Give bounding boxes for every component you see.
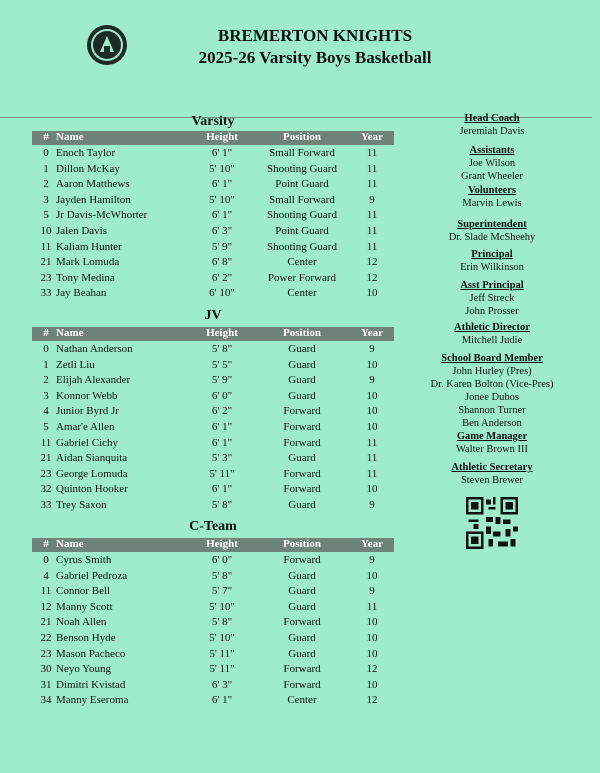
player-year: 11 (366, 147, 378, 159)
player-height: 5' 8" (211, 616, 233, 629)
table-row (32, 163, 394, 178)
col-height: Height (206, 327, 238, 339)
player-position: Forward (283, 554, 321, 566)
player-year: 9 (369, 343, 375, 355)
player-name: Jay Beahan (56, 287, 107, 300)
player-year: 9 (369, 554, 375, 566)
table-row (32, 437, 394, 452)
player-name: Mark Lomuda (56, 256, 120, 269)
player-height: 6' 1" (211, 209, 233, 222)
player-year: 11 (366, 240, 378, 253)
player-number: 3 (43, 389, 49, 402)
player-height: 6' 0" (211, 389, 233, 402)
staff-entry (426, 144, 558, 183)
table-row (32, 209, 394, 224)
table-row (32, 178, 394, 193)
staff-role: Asst Principal (460, 280, 524, 291)
player-position: Point Guard (275, 178, 329, 191)
player-name: Gabriel Pedroza (56, 569, 128, 582)
col-name: Name (56, 327, 84, 339)
staff-role: Principal (471, 249, 513, 260)
table-row (32, 147, 394, 162)
player-height: 5' 7" (211, 585, 233, 598)
player-year: 11 (366, 209, 378, 222)
player-number: 22 (40, 632, 52, 644)
table-row (32, 554, 394, 569)
player-position: Guard (288, 358, 316, 371)
col-num: # (43, 327, 49, 339)
table-row (32, 287, 394, 302)
player-name: Benson Hyde (56, 632, 116, 644)
player-position: Center (287, 256, 317, 269)
player-position: Center (287, 694, 317, 707)
player-height: 5' 11" (209, 663, 235, 676)
staff-name: Marvin Lewis (462, 198, 522, 209)
player-height: 5' 11" (209, 467, 235, 480)
page-subtitle: 2025-26 Varsity Boys Basketball (198, 48, 432, 67)
player-name: Connor Bell (56, 585, 111, 598)
player-height: 6' 1" (211, 147, 233, 159)
player-position: Forward (283, 405, 321, 418)
table-row (32, 632, 394, 647)
staff-name: Ben Anderson (462, 418, 522, 429)
player-position: Point Guard (275, 225, 329, 237)
player-number: 1 (43, 358, 49, 371)
col-height: Height (206, 538, 238, 550)
player-year: 12 (366, 663, 378, 676)
player-position: Guard (288, 647, 316, 660)
staff-name: Walter Brown III (455, 444, 529, 455)
player-year: 10 (366, 389, 378, 402)
player-position: Guard (288, 600, 316, 613)
player-number: 5 (43, 209, 49, 222)
player-number: 2 (43, 178, 49, 191)
section-title-varsity: Varsity (191, 114, 235, 129)
table-row (32, 390, 394, 405)
staff-role: Athletic Secretary (451, 462, 533, 473)
player-name: Junior Byrd Jr (56, 405, 119, 418)
table-row (32, 663, 394, 678)
player-name: Aaron Matthews (56, 178, 130, 191)
player-position: Shooting Guard (267, 209, 337, 222)
table-row (32, 421, 394, 436)
player-year: 10 (366, 287, 378, 300)
player-year: 10 (366, 678, 378, 691)
player-number: 32 (40, 483, 52, 496)
player-height: 6' 10" (209, 287, 235, 300)
col-position: Position (283, 131, 321, 143)
player-height: 6' 1" (211, 436, 233, 449)
player-name: Noah Allen (56, 616, 107, 629)
player-position: Guard (288, 452, 316, 465)
player-name: Gabriel Cichy (56, 436, 119, 449)
player-number: 11 (40, 436, 52, 449)
player-year: 10 (366, 405, 378, 418)
player-year: 10 (366, 569, 378, 582)
staff-name: Grant Wheeler (461, 171, 523, 182)
player-height: 5' 8" (211, 343, 233, 355)
player-name: Amar'e Allen (56, 421, 115, 433)
player-height: 5' 10" (209, 600, 235, 613)
player-height: 5' 10" (209, 162, 235, 175)
table-row (32, 343, 394, 358)
player-position: Forward (283, 678, 321, 691)
player-position: Guard (288, 569, 316, 582)
staff-role: Athletic Director (454, 322, 530, 333)
player-year: 10 (366, 358, 378, 371)
player-height: 5' 10" (209, 193, 235, 206)
player-name: Elijah Alexander (56, 374, 131, 387)
player-position: Small Forward (269, 147, 335, 159)
staff-name: John Prosser (465, 306, 519, 317)
player-year: 11 (366, 600, 378, 613)
player-height: 6' 1" (211, 483, 233, 496)
player-height: 6' 0" (211, 554, 233, 566)
player-name: Tony Medina (56, 271, 115, 284)
table-row (32, 570, 394, 585)
player-name: Trey Saxon (56, 499, 107, 511)
col-height: Height (206, 131, 238, 143)
player-height: 6' 8" (211, 256, 233, 269)
staff-role: Game Manager (456, 431, 528, 442)
player-year: 11 (366, 178, 378, 191)
player-position: Shooting Guard (267, 240, 337, 253)
player-position: Guard (288, 499, 316, 511)
player-number: 23 (40, 271, 52, 284)
player-height: 5' 3" (211, 452, 233, 465)
table-row (32, 616, 394, 631)
col-year: Year (361, 327, 383, 339)
staff-name: Dr. Slade McSheehy (448, 232, 536, 243)
table-row (32, 452, 394, 467)
staff-entry (426, 352, 558, 430)
player-name: Jr Davis-McWhorter (56, 209, 148, 222)
staff-name: Steven Brewer (460, 475, 524, 486)
player-height: 6' 3" (211, 678, 233, 691)
player-position: Guard (288, 374, 316, 387)
player-number: 2 (43, 374, 49, 387)
staff-entry (426, 218, 558, 244)
col-num: # (43, 538, 49, 550)
player-year: 9 (369, 374, 375, 387)
player-year: 12 (366, 694, 378, 707)
player-height: 6' 1" (211, 694, 233, 707)
player-position: Shooting Guard (267, 162, 337, 175)
player-position: Small Forward (269, 193, 335, 206)
staff-entry (426, 184, 558, 210)
player-name: Nathan Anderson (56, 343, 133, 355)
player-position: Guard (288, 585, 316, 598)
player-height: 5' 10" (209, 632, 235, 644)
player-name: George Lomuda (56, 467, 128, 480)
player-position: Guard (288, 343, 316, 355)
staff-name: Joe Wilson (468, 158, 516, 169)
table-row (32, 225, 394, 240)
staff-name: Erin Wilkinson (460, 262, 524, 273)
col-year: Year (361, 538, 383, 550)
staff-role: Head Coach (464, 113, 520, 124)
player-position: Forward (283, 421, 321, 433)
player-name: Jayden Hamilton (56, 193, 131, 206)
player-name: Enoch Taylor (56, 147, 116, 159)
player-number: 30 (40, 663, 52, 676)
table-row (32, 194, 394, 209)
staff-entry (426, 461, 558, 487)
staff-name: Jonee Dubos (465, 392, 519, 403)
player-number: 10 (40, 225, 52, 237)
player-height: 5' 8" (211, 569, 233, 582)
player-year: 10 (366, 616, 378, 629)
table-row (32, 648, 394, 663)
player-height: 6' 2" (211, 405, 233, 418)
school-seal-icon (86, 24, 128, 66)
player-name: Manny Eseroma (56, 694, 129, 707)
table-row (32, 499, 394, 514)
player-year: 9 (369, 585, 375, 598)
player-height: 5' 11" (209, 647, 235, 660)
col-name: Name (56, 538, 84, 550)
player-year: 12 (366, 271, 378, 284)
player-position: Guard (288, 632, 316, 644)
player-number: 5 (43, 421, 49, 433)
col-year: Year (361, 131, 383, 143)
staff-role: Assistants (469, 145, 515, 156)
player-number: 1 (43, 162, 49, 175)
section-title-cteam: C-Team (189, 519, 237, 534)
player-number: 0 (43, 554, 49, 566)
player-year: 11 (366, 162, 378, 175)
table-row (32, 694, 394, 709)
player-year: 11 (366, 436, 378, 449)
table-row (32, 272, 394, 287)
player-name: Kaliam Hunter (56, 240, 122, 253)
player-number: 31 (40, 678, 52, 691)
staff-role: Superintendent (457, 219, 527, 230)
player-name: Manny Scott (56, 600, 113, 613)
player-name: Cyrus Smith (56, 554, 112, 566)
player-number: 21 (40, 256, 52, 269)
player-name: Dillon McKay (56, 162, 120, 175)
player-position: Power Forward (267, 271, 337, 284)
player-height: 5' 8" (211, 499, 233, 511)
table-row (32, 468, 394, 483)
staff-role: Volunteers (467, 185, 517, 196)
player-position: Forward (283, 467, 321, 480)
player-year: 9 (369, 193, 375, 206)
staff-entry (426, 112, 558, 138)
player-height: 5' 5" (211, 358, 233, 371)
player-height: 5' 9" (211, 240, 233, 253)
player-number: 4 (43, 569, 49, 582)
player-number: 3 (43, 193, 49, 206)
staff-name: Dr. Karen Bolton (Vice-Pres) (430, 379, 554, 390)
player-year: 10 (366, 632, 378, 644)
qr-code-icon (466, 497, 518, 549)
table-row (32, 241, 394, 256)
table-header (32, 131, 394, 145)
player-year: 11 (366, 467, 378, 480)
page-title: BREMERTON KNIGHTS (217, 26, 413, 45)
col-position: Position (283, 327, 321, 339)
table-row (32, 374, 394, 389)
player-number: 11 (40, 585, 52, 598)
staff-entry (426, 248, 558, 274)
table-row (32, 601, 394, 616)
player-number: 4 (43, 405, 49, 418)
player-number: 11 (40, 240, 52, 253)
player-number: 21 (40, 452, 52, 465)
player-position: Guard (288, 389, 316, 402)
player-number: 33 (40, 499, 52, 511)
table-row (32, 679, 394, 694)
player-name: Mason Pacheco (56, 647, 126, 660)
player-position: Forward (283, 483, 321, 496)
player-year: 11 (366, 225, 378, 237)
staff-entry (426, 279, 558, 318)
player-year: 9 (369, 499, 375, 511)
player-height: 6' 1" (211, 178, 233, 191)
player-number: 23 (40, 467, 52, 480)
player-year: 10 (366, 647, 378, 660)
table-header (32, 538, 394, 552)
table-row (32, 405, 394, 420)
table-row (32, 359, 394, 374)
table-header (32, 327, 394, 341)
staff-name: John Hurley (Pres) (452, 366, 532, 377)
player-name: Zetli Liu (56, 358, 95, 371)
section-title-jv: JV (204, 308, 222, 323)
player-year: 10 (366, 483, 378, 496)
staff-name: Mitchell Judie (461, 335, 523, 346)
staff-entry (426, 430, 558, 456)
player-number: 34 (40, 694, 52, 707)
player-height: 6' 2" (211, 271, 233, 284)
player-height: 6' 1" (211, 421, 233, 433)
player-number: 0 (43, 343, 49, 355)
player-number: 23 (40, 647, 52, 660)
table-row (32, 256, 394, 271)
player-name: Neyo Young (56, 663, 112, 676)
player-year: 12 (366, 256, 378, 269)
player-position: Forward (283, 616, 321, 629)
col-num: # (43, 131, 49, 143)
player-year: 11 (366, 452, 378, 465)
player-name: Aidan Sianquita (56, 452, 128, 465)
player-number: 12 (40, 600, 52, 613)
col-name: Name (56, 131, 84, 143)
player-position: Center (287, 287, 317, 300)
player-name: Quinton Hooker (56, 483, 128, 496)
staff-name: Jeff Streck (469, 293, 515, 304)
player-name: Dimitri Kvistad (56, 678, 126, 691)
table-row (32, 585, 394, 600)
player-position: Forward (283, 663, 321, 676)
player-height: 6' 3" (211, 225, 233, 237)
player-number: 0 (43, 147, 49, 159)
player-name: Jalen Davis (56, 225, 108, 237)
staff-name: Shannon Turner (458, 405, 526, 416)
table-row (32, 483, 394, 498)
staff-role: School Board Member (441, 353, 543, 364)
staff-name: Jeremiah Davis (459, 126, 525, 137)
player-height: 5' 9" (211, 374, 233, 387)
player-name: Konnor Webb (56, 389, 118, 402)
player-number: 21 (40, 616, 52, 629)
player-position: Forward (283, 436, 321, 449)
col-position: Position (283, 538, 321, 550)
player-year: 10 (366, 421, 378, 433)
player-number: 33 (40, 287, 52, 300)
staff-entry (426, 321, 558, 347)
